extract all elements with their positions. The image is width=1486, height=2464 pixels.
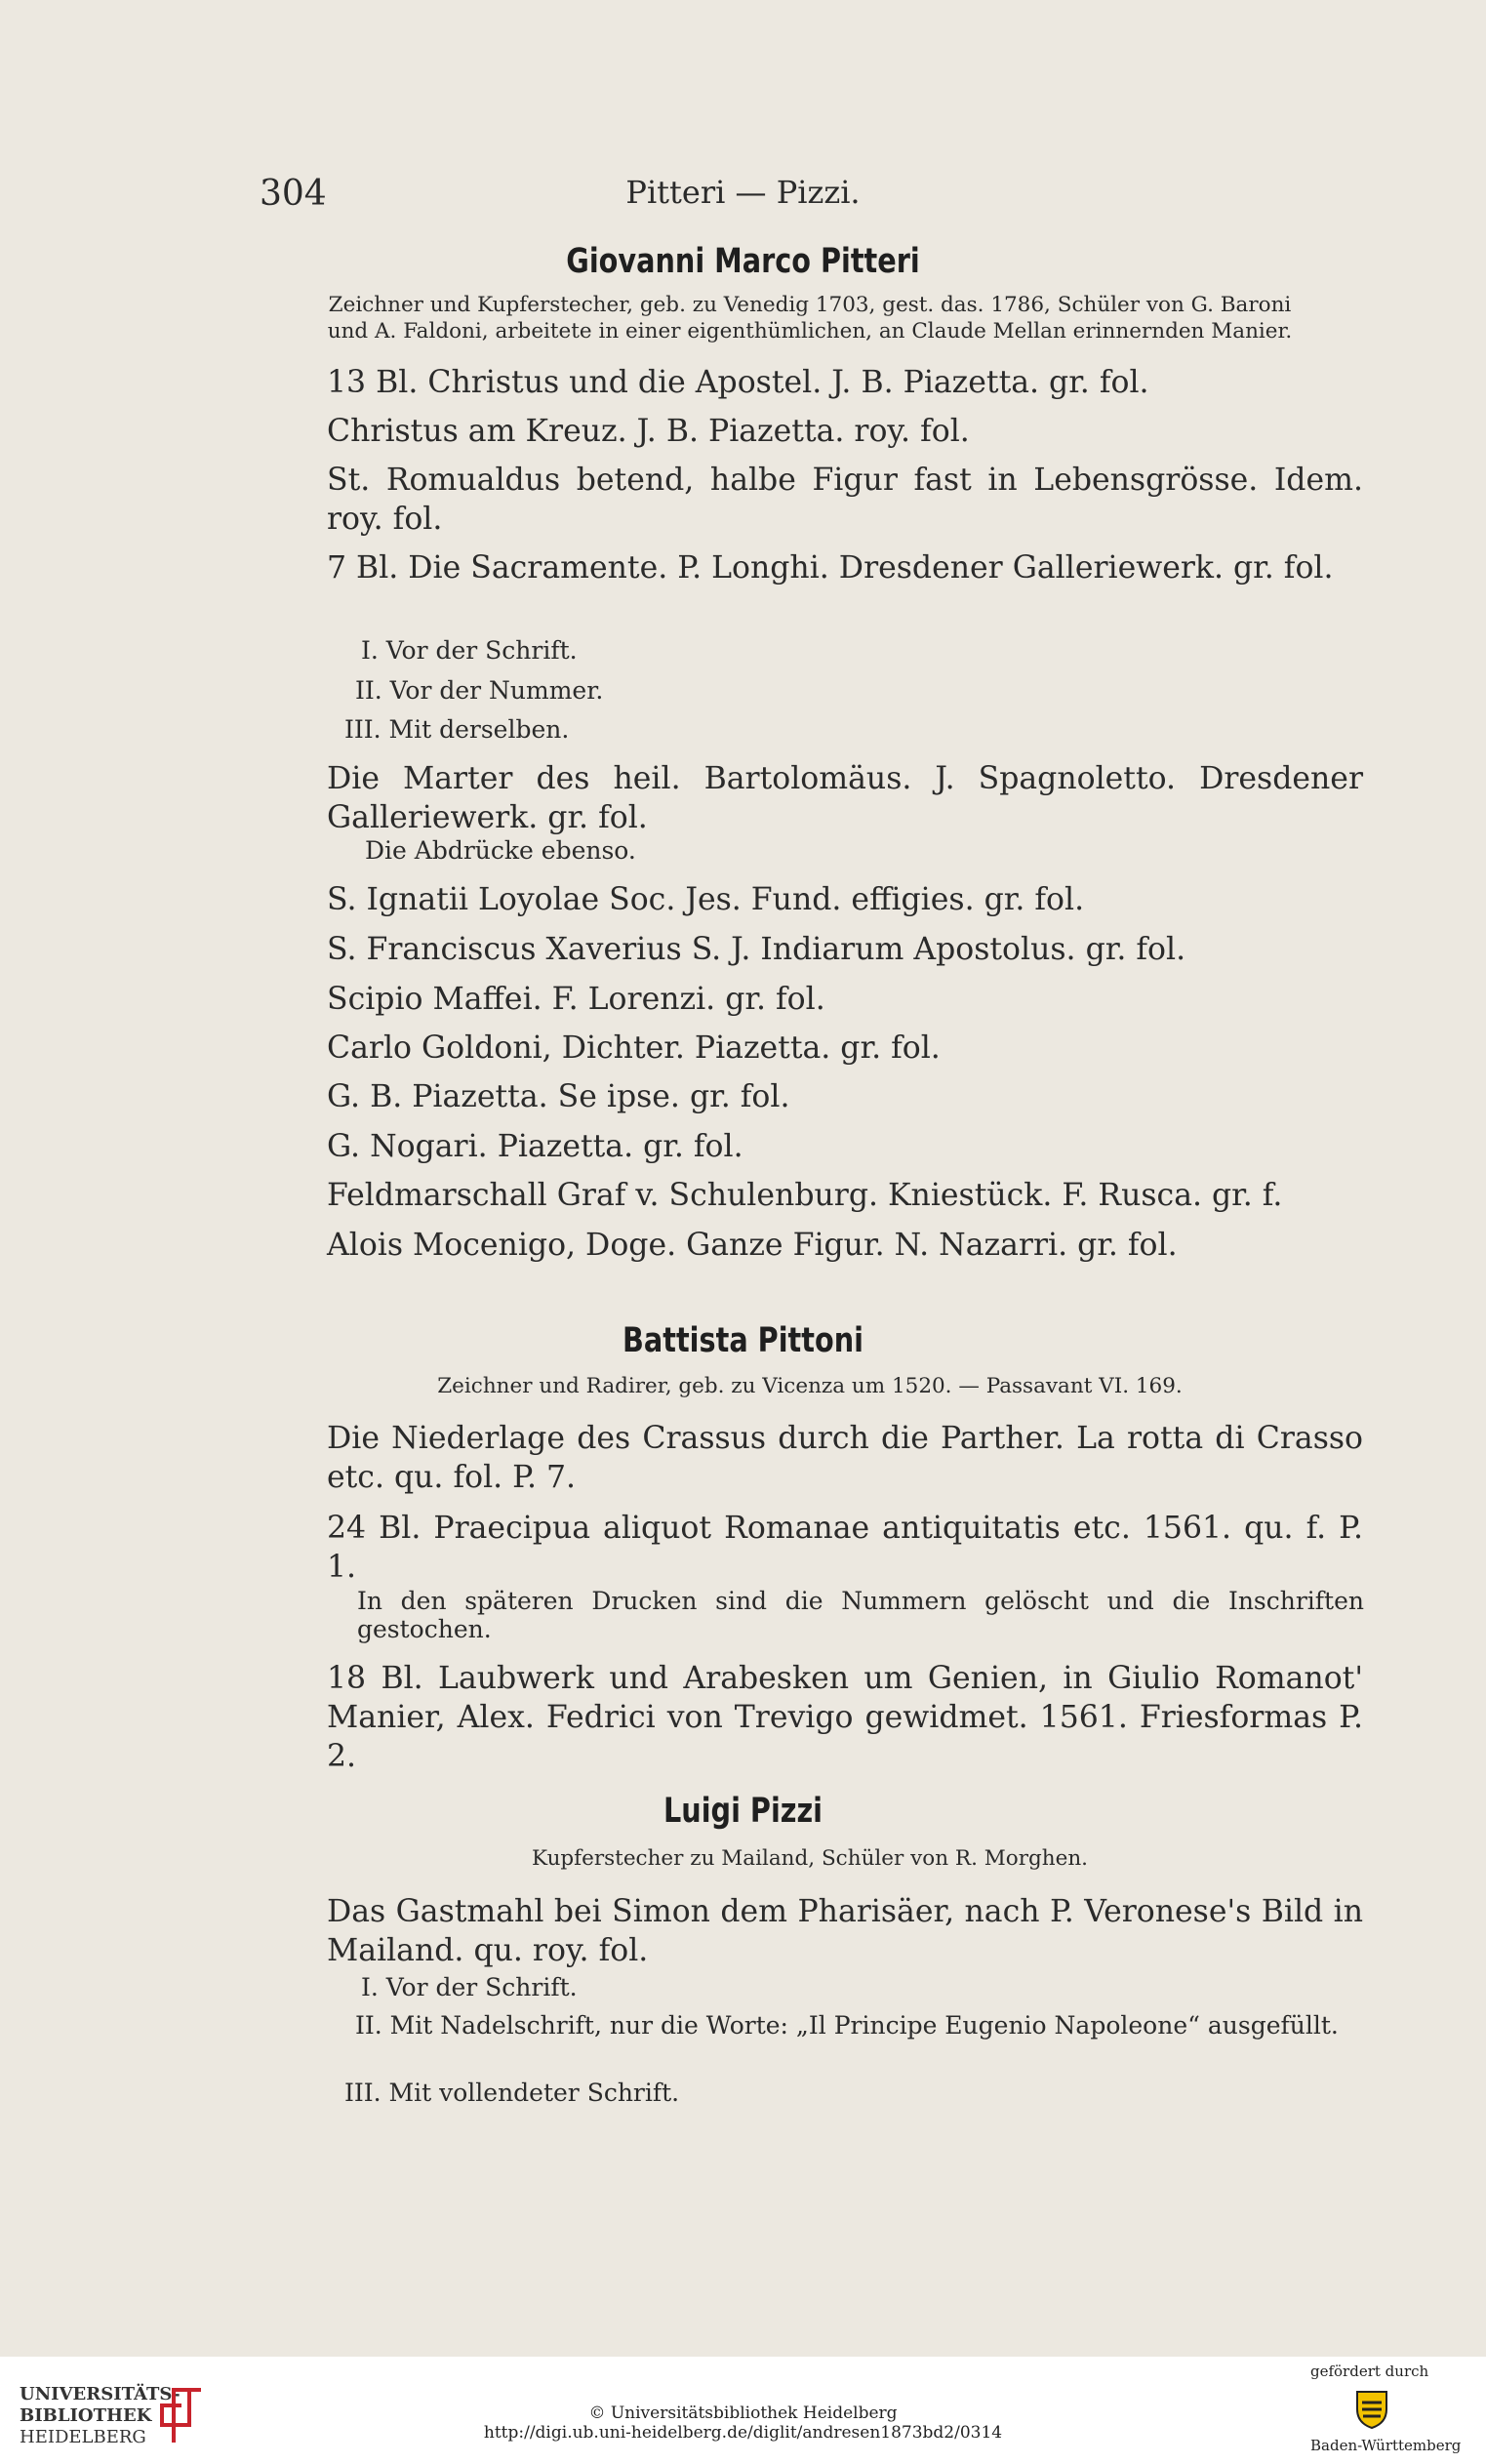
state-crest-icon	[1349, 2386, 1394, 2431]
entry-text: Feldmarschall Graf v. Schulenburg. Kniestück. F. Rusca. gr. f.	[327, 1178, 1283, 1213]
entry-text: G. B. Piazetta. Se ipse. gr. fol.	[327, 1079, 790, 1114]
running-head: Pitteri — Pizzi.	[625, 174, 861, 211]
entry-text: S. Ignatii Loyolae Soc. Jes. Fund. effigies. gr. fol.	[327, 882, 1085, 917]
entry-text: Die Marter des heil. Bartolomäus. J. Spagnoletto. Dresdener Galleriewerk. gr. fol.	[327, 761, 1363, 835]
bio-line: Zeichner und Kupferstecher, geb. zu Venedig 1703, gest. das. 1786, Schüler von G. Baroni	[328, 293, 1292, 317]
bio-line: und A. Faldoni, arbeitete in einer eigenthümlichen, an Claude Mellan erinnernden Manier.	[327, 319, 1293, 343]
state-line: I. Vor der Schrift.	[361, 636, 578, 665]
state-line: I. Vor der Schrift.	[361, 1973, 578, 2001]
entry-note: In den späteren Drucken sind die Nummern gelöscht und die Inschriften gestochen.	[357, 1587, 1364, 1643]
entry-text: Das Gastmahl bei Simon dem Pharisäer, nach P. Veronese's Bild in Mailand. qu. roy. fol.	[327, 1894, 1363, 1968]
library-line: BIBLIOTHEK	[20, 2405, 152, 2426]
entry-text: S. Franciscus Xaverius S. J. Indiarum Apostolus. gr. fol.	[327, 932, 1186, 967]
state-line: III. Mit vollendeter Schrift.	[344, 2079, 680, 2107]
funding-label: gefördert durch	[1310, 2363, 1429, 2380]
page-number: 304	[260, 174, 327, 214]
entry-text: 13 Bl. Christus und die Apostel. J. B. Piazetta. gr. fol.	[327, 365, 1149, 400]
artist-heading: Luigi Pizzi	[663, 1792, 823, 1831]
entry-text: Scipio Maffei. F. Lorenzi. gr. fol.	[327, 982, 825, 1017]
entry-text: 7 Bl. Die Sacramente. P. Longhi. Dresdener Galleriewerk. gr. fol.	[327, 550, 1334, 586]
entry-text: Die Niederlage des Crassus durch die Parther. La rotta di Crasso etc. qu. fol. P. 7.	[327, 1421, 1363, 1495]
library-line: UNIVERSITÄTS-	[20, 2384, 181, 2404]
entry-text: Alois Mocenigo, Doge. Ganze Figur. N. Nazarri. gr. fol.	[327, 1228, 1178, 1263]
artist-heading: Battista Pittoni	[623, 1321, 863, 1360]
state-line: III. Mit derselben.	[344, 715, 570, 744]
copyright-line: © Universitätsbibliothek Heidelberg	[588, 2403, 898, 2423]
state-line: II. Mit Nadelschrift, nur die Worte: „Il Principe Eugenio Napoleone“ ausgefüllt.	[355, 2011, 1339, 2040]
artist-bio: Zeichner und Radirer, geb. zu Vicenza um 1520. — Passavant VI. 169.	[437, 1374, 1183, 1398]
artist-bio	[254, 292, 1366, 344]
entry-text: 18 Bl. Laubwerk und Arabesken um Genien, in Giulio Romanot' Manier, Alex. Fedrici von Trevigo gewidmet. 1561. Friesformas P. 2.	[327, 1661, 1363, 1774]
entry-text: G. Nogari. Piazetta. gr. fol.	[327, 1129, 743, 1164]
entry-text: Christus am Kreuz. J. B. Piazetta. roy. fol.	[327, 414, 970, 449]
entry-text: 24 Bl. Praecipua aliquot Romanae antiquitatis etc. 1561. qu. f. P. 1.	[327, 1511, 1363, 1585]
state-line: II. Vor der Nummer.	[355, 676, 604, 705]
artist-heading: Giovanni Marco Pitteri	[566, 242, 920, 281]
permalink[interactable]: http://digi.ub.uni-heidelberg.de/diglit/andresen1873bd2/0314	[483, 2423, 1003, 2443]
entry-text: St. Romualdus betend, halbe Figur fast in Lebensgrösse. Idem. roy. fol.	[327, 463, 1363, 537]
library-line: HEIDELBERG	[20, 2427, 146, 2447]
state-label: Baden-Württemberg	[1310, 2437, 1462, 2454]
entry-text: Carlo Goldoni, Dichter. Piazetta. gr. fol.	[327, 1030, 941, 1066]
artist-bio: Kupferstecher zu Mailand, Schüler von R. Morghen.	[531, 1846, 1089, 1871]
entry-note: Die Abdrücke ebenso.	[365, 836, 636, 865]
